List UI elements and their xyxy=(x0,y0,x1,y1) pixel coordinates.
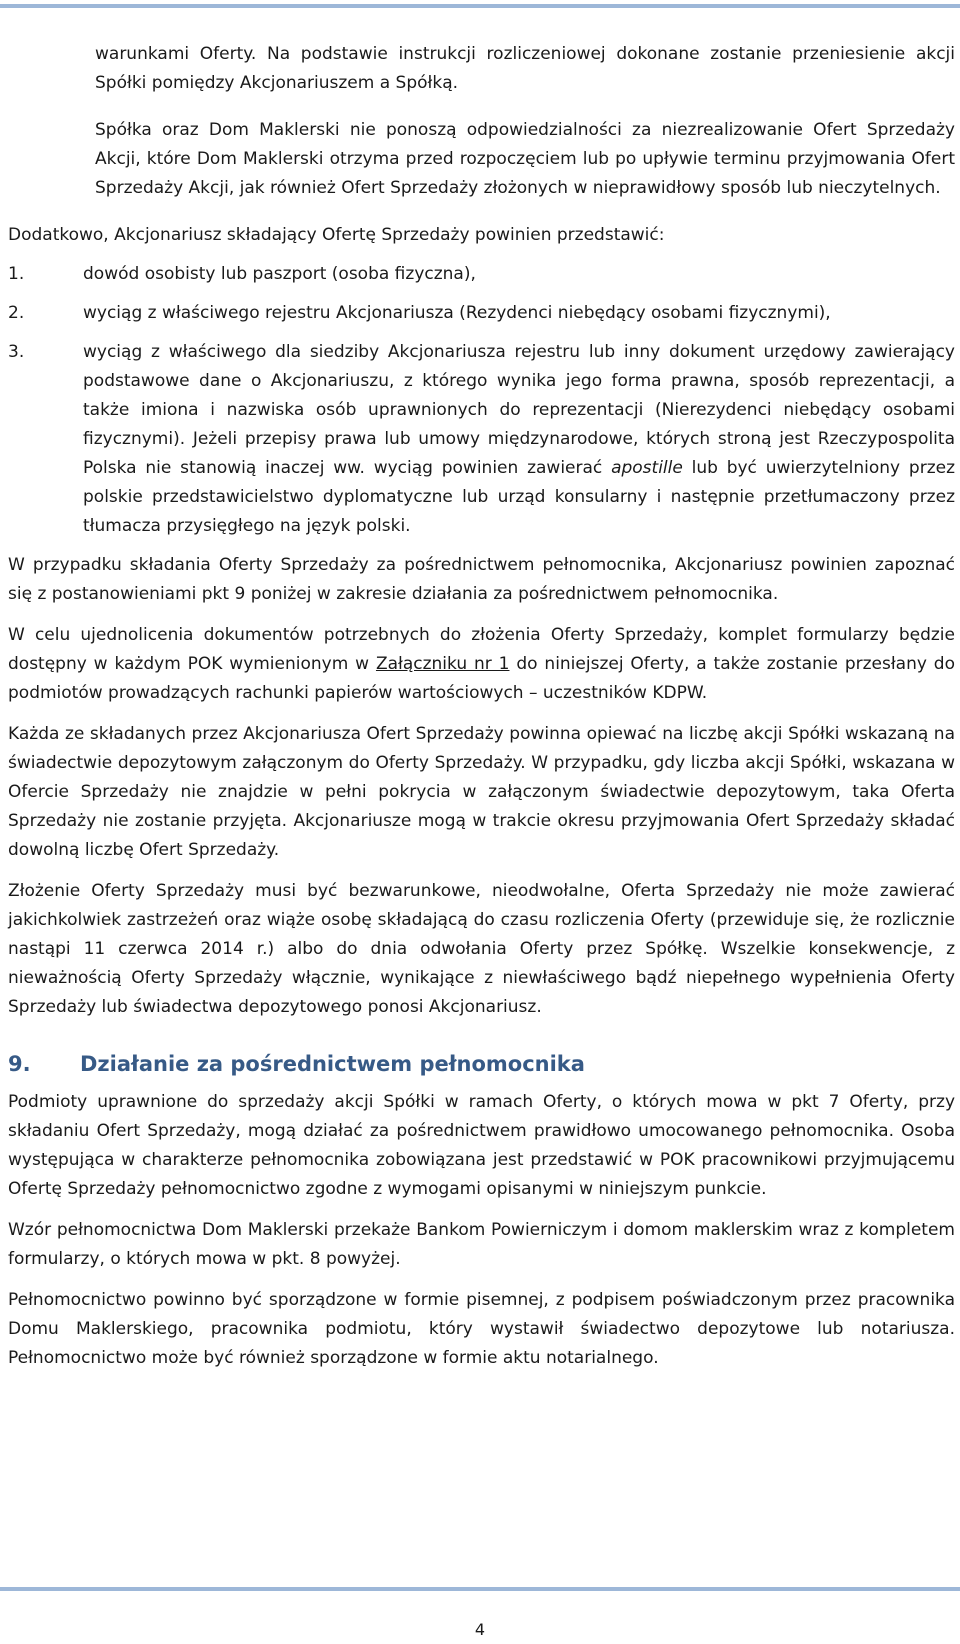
paragraph-forms xyxy=(8,621,955,708)
list-item xyxy=(8,338,955,541)
apostille-term: apostille xyxy=(611,458,683,478)
header-rule xyxy=(0,4,960,8)
list-item-text: dowód osobisty lub paszport (osoba fizyczna), xyxy=(83,264,476,284)
document-page xyxy=(8,40,955,1373)
paragraph-proxy-entities: Podmioty uprawnione do sprzedaży akcji Spółki w ramach Oferty, o których mowa w pkt 7 Oferty, przy składaniu Ofert Sprzedaży, mogą działać za pośrednictwem prawidłowo umocowanego pełnomocnika. Osoba występująca w charakterze pełnomocnika zobowiązana jest przedstawić w POK pracownikowi przyjmującemu Ofertę Sprzedaży pełnomocnictwo zgodne z wymogami opisanymi w niniejszym punkcie. xyxy=(8,1092,955,1199)
list-item-text xyxy=(83,338,955,541)
list-item-text-part: wyciąg z właściwego dla siedziby Akcjonariusza rejestru lub inny dokument urzędowy zawierający podstawowe dane o Akcjonariuszu, z którego wynika jego forma prawna, sposób reprezentacji, a także imiona i nazwiska osób uprawnionych do reprezentacji (Nierezydenci niebędący osobami fizycznymi). Jeżeli przepisy prawa lub umowy międzynarodowe, których stroną jest Rzeczypospolita Polska nie stanowią inaczej ww. wyciąg powinien zawierać xyxy=(83,342,955,478)
list-item-text: wyciąg z właściwego rejestru Akcjonariusza (Rezydenci niebędący osobami fizycznymi), xyxy=(83,303,831,323)
list-item xyxy=(8,299,955,328)
paragraph-proxy-template: Wzór pełnomocnictwa Dom Maklerski przekaże Bankom Powierniczym i domom maklerskim wraz z kompletem formularzy, o których mowa w pkt. 8 powyżej. xyxy=(8,1220,955,1269)
section-number: 9. xyxy=(8,1052,31,1076)
list-item-number: 1. xyxy=(8,264,25,284)
paragraph-required-documents: Dodatkowo, Akcjonariusz składający Ofertę Sprzedaży powinien przedstawić: xyxy=(8,225,665,245)
paragraph-text-part: W celu ujednolicenia dokumentów potrzebnych do złożenia Oferty Sprzedaży, komplet formularzy będzie dostępny w każdym POK wymienionym w xyxy=(8,625,955,674)
list-item-number: 2. xyxy=(8,303,25,323)
required-documents-list xyxy=(8,260,955,541)
list-item xyxy=(8,260,955,289)
list-item-number: 3. xyxy=(8,342,25,362)
paragraph-proxy-reference: W przypadku składania Oferty Sprzedaży za pośrednictwem pełnomocnika, Akcjonariusz powinien zapoznać się z postanowieniami pkt 9 poniżej w zakresie działania za pośrednictwem pełnomocnika. xyxy=(8,555,955,604)
paragraph-text-part: do niniejszej Oferty, a także zostanie przesłany do podmiotów prowadzących rachunki papierów wartościowych – uczestników KDPW. xyxy=(8,654,955,703)
section-heading xyxy=(8,1052,955,1076)
section-title: Działanie za pośrednictwem pełnomocnika xyxy=(80,1052,585,1076)
footer-rule xyxy=(0,1587,960,1591)
attachment-link[interactable]: Załączniku nr 1 xyxy=(375,654,510,674)
paragraph-share-count: Każda ze składanych przez Akcjonariusza Ofert Sprzedaży powinna opiewać na liczbę akcji Spółki wskazaną na świadectwie depozytowym załączonym do Oferty Sprzedaży. W przypadku, gdy liczba akcji Spółki, wskazana w Ofercie Sprzedaży nie znajdzie w pełni pokrycia w załączonym świadectwie depozytowym, taka Oferta Sprzedaży nie zostanie przyjęta. Akcjonariusze mogą w trakcie okresu przyjmowania Ofert Sprzedaży składać dowolną liczbę Ofert Sprzedaży. xyxy=(8,724,955,860)
list-item-text-part: lub być uwierzytelniony przez polskie przedstawicielstwo dyplomatyczne lub urząd konsularny i następnie przetłumaczony przez tłumacza przysięgłego na język polski. xyxy=(83,458,955,536)
page-number: 4 xyxy=(474,1620,486,1639)
paragraph-liability: Spółka oraz Dom Maklerski nie ponoszą odpowiedzialności za niezrealizowanie Ofert Sprzedaży Akcji, które Dom Maklerski otrzyma przed rozpoczęciem lub po upływie terminu przyjmowania Ofert Sprzedaży Akcji, jak również Ofert Sprzedaży złożonych w nieprawidłowy sposób lub nieczytelnych. xyxy=(95,120,955,198)
paragraph-unconditional: Złożenie Oferty Sprzedaży musi być bezwarunkowe, nieodwołalne, Oferta Sprzedaży nie może zawierać jakichkolwiek zastrzeżeń oraz wiąże osobę składającą do czasu rozliczenia Oferty (przewiduje się, że rozlicznie nastąpi 11 czerwca 2014 r.) albo do dnia odwołania Oferty przez Spółkę. Wszelkie konsekwencje, z nieważnością Oferty Sprzedaży włącznie, wynikające z niewłaściwego bądź niepełnego wypełnienia Oferty Sprzedaży lub świadectwa depozytowego ponosi Akcjonariusz. xyxy=(8,881,955,1017)
paragraph-proxy-form: Pełnomocnictwo powinno być sporządzone w formie pisemnej, z podpisem poświadczonym przez pracownika Domu Maklerskiego, pracownika podmiotu, który wystawił świadectwo depozytowe lub notariusza. Pełnomocnictwo może być również sporządzone w formie aktu notarialnego. xyxy=(8,1290,955,1368)
paragraph-settlement: warunkami Oferty. Na podstawie instrukcji rozliczeniowej dokonane zostanie przeniesienie akcji Spółki pomiędzy Akcjonariuszem a Spółką. xyxy=(95,44,955,93)
